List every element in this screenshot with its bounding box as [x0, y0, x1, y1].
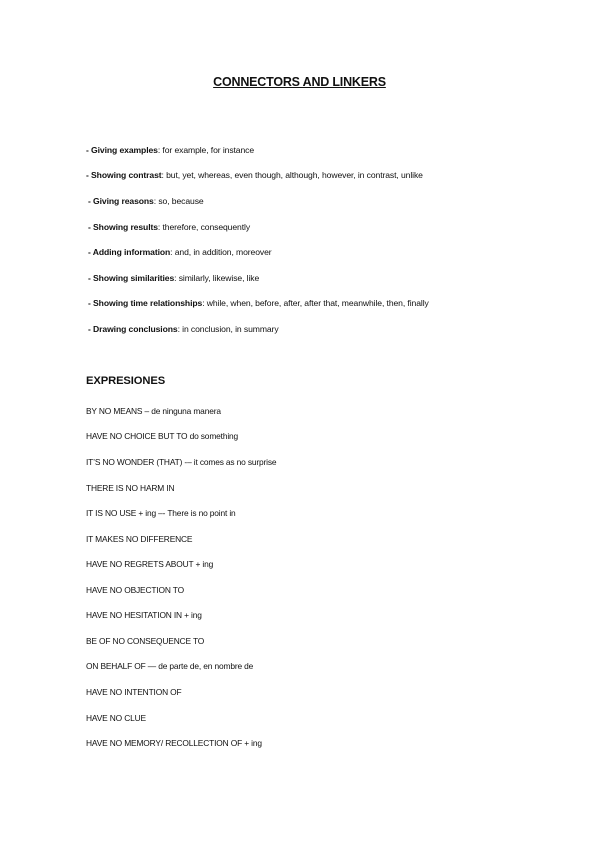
connector-line-adding	[88, 247, 272, 257]
connector-label: - Adding information	[88, 247, 171, 257]
connector-text: : while, when, before, after, after that, meanwhile, then, finally	[202, 298, 429, 308]
expression-item: BY NO MEANS – de ninguna manera	[86, 406, 221, 416]
connector-label: - Giving reasons	[88, 196, 154, 206]
connector-label: - Showing contrast	[86, 170, 162, 180]
connector-label: - Giving examples	[86, 145, 158, 155]
section-heading: EXPRESIONES	[86, 375, 166, 387]
connector-text: : similarly, likewise, like	[174, 273, 260, 283]
connector-label: - Drawing conclusions	[88, 324, 178, 334]
page-title: CONNECTORS AND LINKERS	[213, 75, 386, 89]
connector-text: : in conclusion, in summary	[177, 324, 279, 334]
expression-item: HAVE NO CLUE	[86, 713, 146, 723]
expression-item: IT MAKES NO DIFFERENCE	[86, 534, 193, 544]
expression-item: HAVE NO CHOICE BUT TO do something	[86, 431, 239, 441]
expression-item: HAVE NO HESITATION IN + ing	[86, 610, 202, 620]
expression-item: THERE IS NO HARM IN	[86, 483, 175, 493]
connector-text: : so, because	[153, 196, 204, 206]
connector-text: : but, yet, whereas, even though, although, however, in contrast, unlike	[161, 170, 423, 180]
connector-label: - Showing time relationships	[88, 298, 203, 308]
connector-line-reasons	[88, 196, 204, 206]
connector-line-examples	[86, 145, 254, 155]
connector-text: : for example, for instance	[157, 145, 255, 155]
connector-label: - Showing similarities	[88, 273, 175, 283]
expression-item: ON BEHALF OF — de parte de, en nombre de	[86, 661, 254, 671]
expression-item: HAVE NO REGRETS ABOUT + ing	[86, 559, 214, 569]
connector-line-time	[88, 298, 429, 308]
expression-item: HAVE NO MEMORY/ RECOLLECTION OF + ing	[86, 738, 262, 748]
expression-item: BE OF NO CONSEQUENCE TO	[86, 636, 205, 646]
connector-label: - Showing results	[88, 222, 158, 232]
connector-text: : therefore, consequently	[157, 222, 251, 232]
connector-text: : and, in addition, moreover	[170, 247, 272, 257]
expression-item: IT’S NO WONDER (THAT) -– it comes as no surprise	[86, 457, 277, 467]
connector-line-contrast	[86, 170, 423, 180]
connector-line-conclusions	[88, 324, 279, 334]
expression-item: IT IS NO USE + ing –- There is no point in	[86, 508, 236, 518]
expression-item: HAVE NO INTENTION OF	[86, 687, 182, 697]
connector-line-similarities	[88, 273, 259, 283]
expression-item: HAVE NO OBJECTION TO	[86, 585, 184, 595]
connector-line-results	[88, 222, 250, 232]
